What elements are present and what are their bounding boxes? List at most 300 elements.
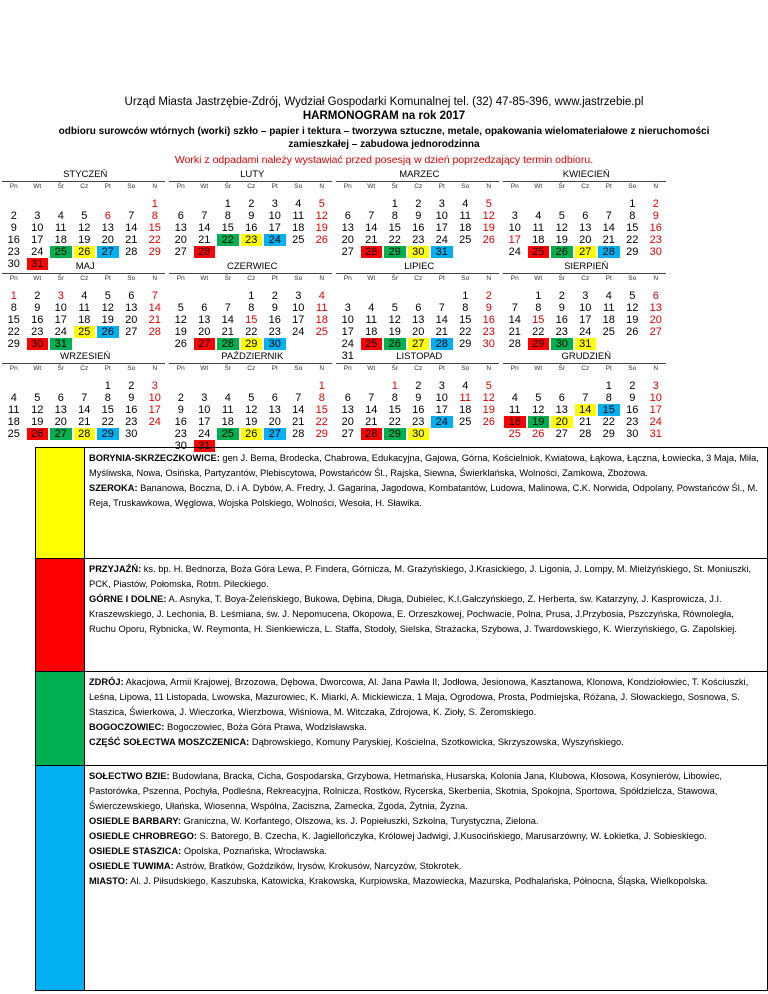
day-cell: 5 [391,302,398,314]
day-name: Pn [176,275,185,282]
day-cell: 9 [629,392,636,404]
day-name: Śr [391,183,398,190]
month-title: MARZEC [399,169,440,180]
day-name: Śr [558,183,565,190]
day-cell: 22 [532,326,545,338]
day-cell: 20 [198,326,211,338]
day-name: Cz [581,183,590,190]
district-streets: Bananowa, Boczna, D. i A. Dybów, A. Fredry, J. Gagarina, Jagodowa, Kombatantów, Ludowa, Malinowa, C.K. Norwida, Odpolany, Powstańców Śl., M. Reja, Truskawkowa, Węglowa, Wojska Polskiego, Wolności, Wesoła, H. Sławika. [89,483,758,508]
day-cell: 3 [438,380,445,392]
day-cell: 25 [292,234,305,246]
day-cell: 7 [81,392,88,404]
day-name: N [486,365,492,372]
district-entry [89,451,763,481]
day-name: Cz [247,275,256,282]
month-6 [169,262,336,352]
day-cell: 30 [412,246,425,258]
day-cell: 14 [198,222,211,234]
day-name: Pt [271,275,278,282]
day-cell: 8 [391,210,398,222]
month-8 [503,262,670,352]
day-cell: 7 [151,290,158,302]
day-cell: 27 [268,428,281,440]
day-cell: 18 [315,314,328,326]
day-cell: 27 [341,246,354,258]
district-streets: Budowlana, Bracka, Cicha, Gospodarska, Grzybowa, Hetmańska, Husarska, Kolonia Jana, Klubowa, Kłosowa, Kosynierów, Libowiec, Pastorówka, Pszenna, Pochyła, Podleśna, Rekreacyjna, Rolnicza, Rostków, Rycerska, Skerbenia, Skotnia, Spokojna, Sportowa, Spółdzielcza, Stawowa, Świerczewskiego, Ułańska, Wiosenna, Wspólna, Zaciszna, Zamecka, Zgoda, Żytnia, Żyzna. [89,771,722,811]
divider [336,363,499,364]
legend-row [35,558,768,672]
day-cell: 20 [555,416,568,428]
day-cell: 31 [198,440,211,452]
day-cell: 28 [221,338,234,350]
day-cell: 12 [532,404,545,416]
day-cell: 29 [459,338,472,350]
day-cell: 24 [341,338,354,350]
day-cell: 7 [605,210,612,222]
day-cell: 1 [151,198,158,210]
day-cell: 27 [101,246,114,258]
day-name: Śr [224,275,231,282]
day-cell: 2 [248,198,255,210]
divider [169,273,332,274]
day-cell: 14 [365,404,378,416]
day-cell: 17 [649,404,662,416]
legend-row [35,671,768,766]
day-cell: 28 [602,246,615,258]
district-name: MIASTO: [89,876,129,886]
day-cell: 19 [174,326,187,338]
day-name: Pn [510,275,519,282]
day-cell: 6 [128,290,135,302]
day-cell: 18 [7,416,20,428]
day-cell: 12 [315,210,328,222]
day-cell: 30 [482,338,495,350]
day-cell: 28 [508,338,521,350]
day-cell: 11 [292,210,304,222]
day-cell: 10 [649,392,662,404]
day-cell: 5 [629,290,636,302]
day-name: Cz [581,365,590,372]
day-cell: 30 [649,246,662,258]
notice: Worki z odpadami należy wystawiać przed posesją w dzień poprzedzający termin odbioru. [174,154,594,166]
day-cell: 7 [224,302,231,314]
day-cell: 22 [245,326,258,338]
day-cell: 29 [602,428,615,440]
day-cell: 29 [7,338,20,350]
day-cell: 3 [271,198,278,210]
day-cell: 1 [629,198,636,210]
street-list [89,451,763,511]
day-cell: 19 [78,234,91,246]
day-cell: 18 [292,222,305,234]
day-cell: 14 [602,222,615,234]
day-cell: 21 [365,234,378,246]
month-title: CZERWIEC [227,261,278,272]
day-name: Pn [343,365,352,372]
day-cell: 19 [532,416,545,428]
day-cell: 5 [34,392,41,404]
day-cell: 20 [125,314,138,326]
day-name: So [461,183,470,190]
day-cell: 4 [318,290,325,302]
day-cell: 16 [482,314,495,326]
day-cell: 8 [248,302,255,314]
day-cell: 9 [415,210,422,222]
day-cell: 7 [128,210,135,222]
day-cell: 5 [558,210,565,222]
day-cell: 23 [626,416,639,428]
district-entry [89,481,763,511]
day-cell: 21 [292,416,305,428]
district-streets: Astrów, Bratków, Goździków, Irysów, Krokusów, Narcyzów, Stokrotek. [173,861,462,871]
day-cell: 24 [54,326,67,338]
district-name: OSIEDLE STASZICA: [89,846,182,856]
day-cell: 16 [268,314,281,326]
day-cell: 26 [174,338,187,350]
day-cell: 21 [579,416,592,428]
day-cell: 24 [148,416,161,428]
district-streets: A. Asnyka, T. Boya-Żeleńskiego, Bukowa, Dębina, Długa, Dubielec, K.I.Gałczyńskiego, Z. Herberta, św. Katarzyny, J. Kasprowicza, J.I. Kraszewskiego, J. Lechonia, B. Leśmiana, św. J. Nepomucena, Okopowa, E. Orzeszkowej, Pochwacie, Polna, Prusa, J.Przybosia, Pszczyńska, Równoległa, Ruchu Oporu, Rybnicka, W. Reymonta, H. Sienkiewicza, L. Staffa, Stodoły, Sielska, Strażacka, Szybowa, J. Twardowskiego, K. Wierzyńskiego, G. Zapolskiej. [89,594,737,634]
district-streets: gen J. Bema, Brodecka, Chabrowa, Edukacyjna, Gajowa, Górna, Kościelniok, Kwiatowa, Łąkowa, Łączna, Łowiecka, 3 Maja, Miła, Myśliwska, Nowa, Osińska, Partyzantów, Plebiscytowa, Powstańców Śl., Rajska, Siewna, Świerklańska, Wolności, Zamkowa, Zbożowa. [89,453,759,478]
day-cell: 5 [485,198,492,210]
district-entry [89,675,763,720]
day-cell: 9 [248,210,255,222]
day-cell: 15 [7,314,20,326]
day-cell: 29 [532,338,545,350]
day-cell: 7 [511,302,518,314]
day-cell: 10 [508,222,521,234]
district-entry [89,735,763,750]
day-cell: 29 [101,428,114,440]
day-cell: 14 [148,302,161,314]
day-cell: 15 [148,222,161,234]
day-cell: 21 [435,326,448,338]
day-cell: 8 [629,210,636,222]
day-cell: 6 [652,290,659,302]
day-cell: 18 [78,314,91,326]
day-cell: 6 [201,302,208,314]
day-name: N [486,183,492,190]
street-list [89,769,763,889]
month-11 [336,352,503,442]
day-cell: 29 [388,246,401,258]
divider [503,273,666,274]
day-cell: 2 [558,290,565,302]
day-name: Wt [200,275,209,282]
day-cell: 14 [78,404,91,416]
day-cell: 13 [341,222,354,234]
day-cell: 7 [201,210,208,222]
day-cell: 4 [462,380,469,392]
day-cell: 16 [412,222,425,234]
day-cell: 26 [482,416,495,428]
month-title: GRUDZIEŃ [561,351,612,362]
district-streets: Bogoczowiec, Boża Góra Prawa, Wodzisławska. [164,722,367,732]
day-cell: 23 [555,326,568,338]
color-swatch [36,766,85,990]
day-cell: 23 [174,428,187,440]
divider [503,363,666,364]
day-cell: 6 [57,392,64,404]
day-cell: 3 [57,290,64,302]
district-name: PRZYJAŹŃ: [89,564,142,574]
day-cell: 12 [174,314,187,326]
day-cell: 9 [271,302,278,314]
day-cell: 28 [198,246,211,258]
day-cell: 7 [582,392,589,404]
day-name: So [294,183,303,190]
day-cell: 24 [198,428,211,440]
day-cell: 15 [626,222,639,234]
day-cell: 16 [626,404,639,416]
day-cell: 1 [391,380,398,392]
day-name: Pn [9,365,18,372]
day-cell: 19 [626,314,639,326]
day-name: Pt [104,365,111,372]
day-cell: 21 [365,416,378,428]
day-cell: 24 [292,326,305,338]
day-cell: 2 [629,380,636,392]
day-name: N [653,275,659,282]
day-cell: 6 [177,210,184,222]
day-cell: 18 [602,314,615,326]
day-cell: 27 [412,338,425,350]
day-cell: 21 [508,326,521,338]
day-cell: 25 [602,326,615,338]
day-cell: 9 [652,210,659,222]
day-cell: 27 [579,246,592,258]
day-cell: 23 [31,326,44,338]
day-cell: 27 [555,428,568,440]
day-cell: 11 [78,302,90,314]
day-name: Wt [367,183,376,190]
day-cell: 11 [459,210,471,222]
day-cell: 18 [221,416,234,428]
month-title: WRZESIEŃ [60,351,111,362]
day-cell: 16 [125,404,138,416]
day-cell: 22 [602,416,615,428]
day-cell: 17 [508,234,521,246]
day-cell: 27 [174,246,187,258]
day-name: Pn [176,365,185,372]
day-cell: 17 [148,404,161,416]
day-cell: 29 [388,428,401,440]
day-cell: 31 [579,338,592,350]
day-name: Pt [605,275,612,282]
day-cell: 13 [555,404,568,416]
day-cell: 15 [459,314,472,326]
day-cell: 3 [295,290,302,302]
day-cell: 10 [341,314,354,326]
day-cell: 24 [579,326,592,338]
day-name: Wt [534,275,543,282]
district-entry [89,844,763,859]
divider [169,181,332,182]
day-cell: 25 [315,326,328,338]
day-cell: 1 [248,290,255,302]
day-cell: 26 [555,246,568,258]
day-cell: 10 [435,392,448,404]
day-cell: 8 [605,392,612,404]
day-cell: 19 [555,234,568,246]
day-cell: 27 [125,326,138,338]
day-cell: 2 [652,198,659,210]
day-name: Wt [200,183,209,190]
day-cell: 26 [482,234,495,246]
day-name: Śr [558,275,565,282]
day-name: So [294,275,303,282]
day-name: Śr [57,365,64,372]
day-cell: 21 [602,234,615,246]
day-cell: 10 [198,404,211,416]
day-name: Wt [33,365,42,372]
divider [336,273,499,274]
day-name: Pt [104,183,111,190]
day-cell: 28 [148,326,161,338]
day-cell: 9 [558,302,565,314]
day-name: Cz [247,183,256,190]
day-name: Wt [33,183,42,190]
day-name: Pt [438,183,445,190]
day-name: Pt [438,365,445,372]
day-name: Śr [224,183,231,190]
month-4 [503,170,670,260]
day-cell: 1 [462,290,469,302]
day-cell: 6 [104,210,111,222]
day-cell: 3 [511,210,518,222]
day-cell: 20 [268,416,281,428]
day-name: Wt [367,365,376,372]
district-streets: S. Batorego, B. Czecha, K. Jagiellończyka, Królowej Jadwigi, J.Kusocińskiego, Marusarzówny, W. Łokietka, J. Sobieskiego. [196,831,707,841]
day-cell: 25 [221,428,234,440]
day-cell: 10 [292,302,305,314]
day-cell: 10 [268,210,281,222]
day-cell: 17 [31,234,44,246]
day-cell: 2 [485,290,492,302]
month-title: LISTOPAD [396,351,443,362]
day-name: Śr [57,183,64,190]
day-cell: 25 [7,428,20,440]
day-cell: 12 [482,392,495,404]
day-cell: 14 [508,314,521,326]
district-name: OSIEDLE BARBARY: [89,816,181,826]
month-title: MAJ [75,261,95,272]
day-cell: 6 [558,392,565,404]
day-cell: 10 [54,302,67,314]
day-cell: 28 [579,428,592,440]
day-cell: 26 [315,234,328,246]
day-cell: 13 [268,404,281,416]
day-name: Wt [534,365,543,372]
day-name: Cz [414,183,423,190]
day-cell: 23 [412,416,425,428]
day-cell: 8 [224,210,231,222]
day-name: Pt [271,183,278,190]
day-cell: 5 [177,302,184,314]
day-cell: 5 [318,198,325,210]
street-list [89,675,763,750]
day-name: So [461,275,470,282]
day-cell: 22 [388,234,401,246]
day-cell: 23 [125,416,138,428]
day-cell: 14 [365,222,378,234]
day-cell: 27 [341,428,354,440]
day-cell: 25 [54,246,67,258]
day-cell: 5 [81,210,88,222]
district-entry [89,769,763,814]
day-cell: 12 [482,210,495,222]
day-name: So [127,183,136,190]
day-cell: 17 [268,222,281,234]
day-cell: 15 [245,314,258,326]
day-cell: 30 [7,258,20,270]
day-name: Śr [391,365,398,372]
day-cell: 14 [292,404,305,416]
day-name: Pn [9,183,18,190]
day-cell: 26 [626,326,639,338]
day-cell: 23 [649,234,662,246]
day-cell: 11 [222,404,234,416]
day-cell: 28 [292,428,305,440]
day-cell: 17 [341,326,354,338]
day-cell: 22 [626,234,639,246]
day-cell: 9 [415,392,422,404]
day-cell: 4 [511,392,518,404]
month-5 [2,262,169,352]
day-name: Cz [80,365,89,372]
day-cell: 24 [31,246,44,258]
color-swatch [36,559,85,671]
month-2 [169,170,336,260]
day-cell: 13 [341,404,354,416]
day-cell: 1 [535,290,542,302]
day-name: Wt [367,275,376,282]
day-cell: 12 [388,314,401,326]
day-cell: 24 [435,416,448,428]
day-name: N [653,365,659,372]
day-name: Wt [534,183,543,190]
day-name: Cz [581,275,590,282]
day-cell: 19 [482,404,495,416]
day-cell: 6 [344,392,351,404]
day-cell: 1 [605,380,612,392]
day-cell: 29 [626,246,639,258]
day-cell: 16 [31,314,44,326]
day-cell: 12 [626,302,639,314]
district-name: CZĘŚĆ SOŁECTWA MOSZCZENICA: [89,737,250,747]
day-cell: 11 [509,404,521,416]
day-cell: 8 [151,210,158,222]
legend-row [35,447,768,559]
day-cell: 23 [268,326,281,338]
day-cell: 28 [78,428,91,440]
day-cell: 13 [125,302,138,314]
day-cell: 17 [54,314,67,326]
district-name: SOŁECTWO BZIE: [89,771,170,781]
day-cell: 21 [221,326,234,338]
day-cell: 11 [532,222,544,234]
day-name: So [628,275,637,282]
day-cell: 10 [435,210,448,222]
day-cell: 30 [31,338,44,350]
day-cell: 16 [555,314,568,326]
month-3 [336,170,503,260]
street-list [89,562,763,637]
day-cell: 4 [10,392,17,404]
day-cell: 23 [245,234,258,246]
day-cell: 15 [221,222,234,234]
divider [336,181,499,182]
